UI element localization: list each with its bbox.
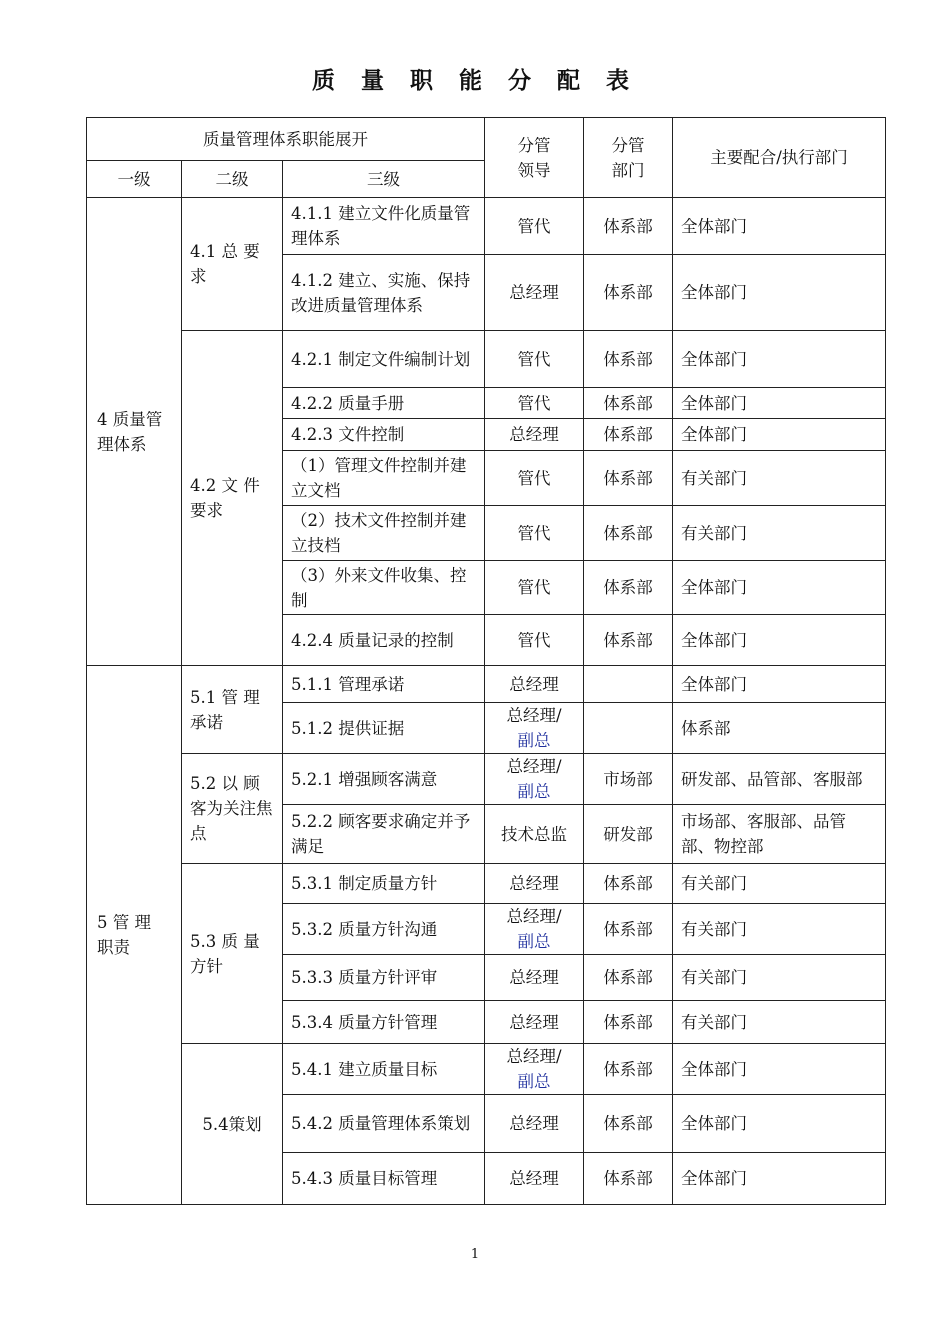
- dept-cell: 体系部: [584, 198, 673, 255]
- leader-text: 管代: [517, 349, 551, 369]
- leader-sub-text: 副总: [517, 782, 551, 801]
- leader-cell: [485, 331, 584, 388]
- leader-text: 总经理: [509, 874, 559, 893]
- exec-cell: 全体部门: [673, 1044, 886, 1095]
- exec-cell: 有关部门: [673, 864, 886, 904]
- dept-cell: 市场部: [584, 754, 673, 805]
- exec-cell: 有关部门: [673, 451, 886, 506]
- header-leader-text: 分管 领导: [517, 135, 551, 180]
- leader-cell: [485, 615, 584, 666]
- leader-cell: [485, 754, 584, 805]
- exec-cell: 市场部、客服部、品管部、物控部: [673, 805, 886, 864]
- level3-cell: 4.2.3 文件控制: [283, 419, 485, 451]
- header-dept-text: 分管 部门: [611, 135, 645, 180]
- exec-cell: 全体部门: [673, 666, 886, 703]
- page-number: 1: [470, 1247, 480, 1262]
- exec-cell: 有关部门: [673, 904, 886, 955]
- exec-cell: 全体部门: [673, 1095, 886, 1153]
- dept-cell: 体系部: [584, 255, 673, 331]
- leader-text: 管代: [517, 578, 551, 597]
- leader-text: 技术总监: [501, 824, 568, 844]
- exec-cell: 有关部门: [673, 506, 886, 561]
- table-row: [87, 198, 886, 255]
- leader-text: 管代: [517, 468, 551, 488]
- leader-cell: [485, 419, 584, 451]
- dept-cell: [584, 703, 673, 754]
- level3-cell: 4.1.2 建立、实施、保持改进质量管理体系: [283, 255, 485, 331]
- header-level1: 一级: [87, 161, 182, 198]
- exec-cell: 研发部、品管部、客服部: [673, 754, 886, 805]
- level3-cell: 5.3.4 质量方针管理: [283, 1001, 485, 1044]
- table-row: [87, 1044, 886, 1095]
- leader-cell: [485, 1001, 584, 1044]
- header-expand: 质量管理体系职能展开: [87, 118, 485, 161]
- level3-cell: （3）外来文件收集、控制: [283, 561, 485, 615]
- exec-cell: 体系部: [673, 703, 886, 754]
- level2-cell: 5.4策划: [182, 1044, 283, 1205]
- leader-cell: [485, 666, 584, 703]
- dept-cell: 体系部: [584, 1095, 673, 1153]
- leader-text: 总经理/: [506, 706, 562, 725]
- leader-text: 总经理: [509, 283, 559, 302]
- level3-cell: 5.3.1 制定质量方针: [283, 864, 485, 904]
- leader-cell: [485, 703, 584, 754]
- level3-cell: （1）管理文件控制并建立文档: [283, 451, 485, 506]
- level2-cell: 5.3 质 量 方针: [182, 864, 283, 1044]
- leader-cell: [485, 1095, 584, 1153]
- header-exec: 主要配合/执行部门: [673, 118, 886, 198]
- dept-cell: 体系部: [584, 1001, 673, 1044]
- leader-cell: [485, 864, 584, 904]
- dept-cell: [584, 666, 673, 703]
- header-level2: 二级: [182, 161, 283, 198]
- dept-cell: 体系部: [584, 451, 673, 506]
- leader-cell: [485, 198, 584, 255]
- leader-text: 管代: [517, 630, 551, 650]
- leader-text: 管代: [517, 393, 551, 413]
- dept-cell: 体系部: [584, 506, 673, 561]
- level1-cell: 4 质量管理体系: [87, 198, 182, 666]
- leader-text: 管代: [517, 523, 551, 543]
- level3-cell: 5.2.1 增强顾客满意: [283, 754, 485, 805]
- page-title: 质 量 职 能 分 配 表: [311, 67, 639, 94]
- exec-cell: 全体部门: [673, 615, 886, 666]
- leader-cell: [485, 1153, 584, 1205]
- leader-cell: [485, 255, 584, 331]
- level3-cell: 5.1.2 提供证据: [283, 703, 485, 754]
- level1-cell: 5 管 理 职责: [87, 666, 182, 1205]
- level3-cell: 4.2.2 质量手册: [283, 388, 485, 419]
- quality-function-table: [86, 117, 886, 1205]
- table-row: [87, 331, 886, 388]
- level3-cell: 4.2.1 制定文件编制计划: [283, 331, 485, 388]
- exec-cell: 全体部门: [673, 1153, 886, 1205]
- header-dept: [584, 118, 673, 198]
- leader-text: 总经理: [509, 674, 559, 694]
- exec-cell: 全体部门: [673, 561, 886, 615]
- table-row: [87, 666, 886, 703]
- exec-cell: 全体部门: [673, 331, 886, 388]
- dept-cell: 体系部: [584, 331, 673, 388]
- level3-cell: 5.1.1 管理承诺: [283, 666, 485, 703]
- leader-text: 总经理: [509, 1169, 559, 1188]
- level2-cell: 5.1 管 理 承诺: [182, 666, 283, 754]
- dept-cell: 体系部: [584, 864, 673, 904]
- dept-cell: 体系部: [584, 388, 673, 419]
- exec-cell: 有关部门: [673, 1001, 886, 1044]
- leader-text: 总经理: [509, 425, 559, 444]
- leader-sub-text: 副总: [517, 932, 551, 951]
- leader-text: 总经理/: [506, 757, 562, 776]
- dept-cell: 体系部: [584, 1044, 673, 1095]
- table-body: [87, 198, 886, 1205]
- leader-text: 总经理: [509, 968, 559, 987]
- leader-cell: [485, 388, 584, 419]
- dept-cell: 体系部: [584, 615, 673, 666]
- leader-cell: [485, 1044, 584, 1095]
- level3-cell: 5.4.3 质量目标管理: [283, 1153, 485, 1205]
- level3-cell: 5.4.2 质量管理体系策划: [283, 1095, 485, 1153]
- level2-cell: 4.2 文 件 要求: [182, 331, 283, 666]
- level3-cell: 5.3.2 质量方针沟通: [283, 904, 485, 955]
- level2-cell: 4.1 总 要 求: [182, 198, 283, 331]
- header-level3: 三级: [283, 161, 485, 198]
- level2-cell: 5.2 以 顾 客为关注焦点: [182, 754, 283, 864]
- leader-text: 总经理/: [506, 907, 562, 926]
- leader-text: 管代: [517, 216, 551, 236]
- leader-sub-text: 副总: [517, 731, 551, 750]
- exec-cell: 全体部门: [673, 388, 886, 419]
- level3-cell: 4.2.4 质量记录的控制: [283, 615, 485, 666]
- leader-text: 总经理/: [506, 1047, 562, 1066]
- exec-cell: 全体部门: [673, 419, 886, 451]
- dept-cell: 体系部: [584, 955, 673, 1001]
- header-row-1: [87, 118, 886, 161]
- leader-cell: [485, 805, 584, 864]
- dept-cell: 体系部: [584, 904, 673, 955]
- leader-sub-text: 副总: [517, 1072, 551, 1091]
- level3-cell: 4.1.1 建立文件化质量管理体系: [283, 198, 485, 255]
- table-row: [87, 864, 886, 904]
- exec-cell: 全体部门: [673, 198, 886, 255]
- header-leader: [485, 118, 584, 198]
- dept-cell: 体系部: [584, 1153, 673, 1205]
- leader-cell: [485, 955, 584, 1001]
- level3-cell: 5.4.1 建立质量目标: [283, 1044, 485, 1095]
- leader-cell: [485, 904, 584, 955]
- exec-cell: 全体部门: [673, 255, 886, 331]
- level3-cell: 5.2.2 顾客要求确定并予满足: [283, 805, 485, 864]
- leader-cell: [485, 451, 584, 506]
- dept-cell: 研发部: [584, 805, 673, 864]
- exec-cell: 有关部门: [673, 955, 886, 1001]
- dept-cell: 体系部: [584, 419, 673, 451]
- leader-cell: [485, 506, 584, 561]
- level3-cell: （2）技术文件控制并建立技档: [283, 506, 485, 561]
- level3-cell: 5.3.3 质量方针评审: [283, 955, 485, 1001]
- leader-cell: [485, 561, 584, 615]
- leader-text: 总经理: [509, 1012, 559, 1032]
- dept-cell: 体系部: [584, 561, 673, 615]
- table-row: [87, 754, 886, 805]
- leader-text: 总经理: [509, 1114, 559, 1133]
